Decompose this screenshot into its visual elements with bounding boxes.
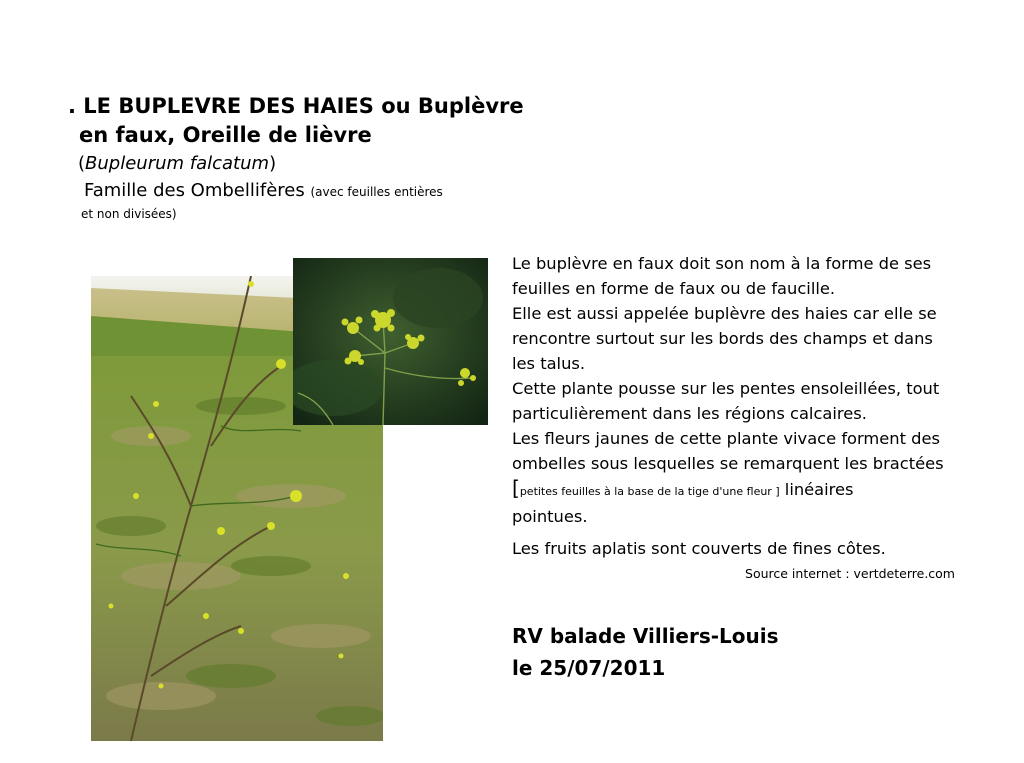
meeting-info bbox=[512, 620, 779, 684]
source-credit: Source internet : vertdeterre.com bbox=[745, 566, 955, 581]
meeting-place: RV balade Villiers-Louis bbox=[512, 624, 779, 648]
description-line: Cette plante pousse sur les pentes ensoleillées, tout bbox=[512, 379, 940, 398]
title-block bbox=[68, 92, 524, 223]
family-note-continued: et non divisées) bbox=[81, 207, 177, 221]
scientific-name: Bupleurum falcatum bbox=[85, 153, 270, 174]
family-name: Famille des Ombellifères bbox=[84, 180, 305, 201]
paren-open: ( bbox=[78, 153, 86, 174]
description-line: les talus. bbox=[512, 354, 586, 373]
description-line: pointues. bbox=[512, 507, 588, 526]
flower-closeup-photo bbox=[293, 258, 488, 425]
description-line: ombelles sous lesquelles se remarquent les bractées bbox=[512, 454, 944, 473]
scientific-name-line bbox=[78, 150, 488, 178]
fruits-line: Les fruits aplatis sont couverts de fines côtes. bbox=[512, 539, 886, 558]
description-line: particulièrement dans les régions calcaires. bbox=[512, 404, 867, 423]
description-line: rencontre surtout sur les bords des champs et dans bbox=[512, 329, 933, 348]
title-line-2: en faux, Oreille de lièvre bbox=[79, 123, 372, 147]
bracket-note: petites feuilles à la base de la tige d'une fleur ] bbox=[519, 485, 780, 498]
bracteole-line bbox=[512, 476, 972, 504]
meeting-date: le 25/07/2011 bbox=[512, 656, 666, 680]
description-line: Elle est aussi appelée buplèvre des haies car elle se bbox=[512, 304, 937, 323]
title-line-1: . LE BUPLEVRE DES HAIES ou Buplèvre bbox=[68, 94, 524, 118]
description bbox=[512, 251, 972, 561]
description-line: Le buplèvre en faux doit son nom à la forme de ses bbox=[512, 254, 932, 273]
description-line: Les fleurs jaunes de cette plante vivace forment des bbox=[512, 429, 941, 448]
bracket-open: [ bbox=[512, 476, 520, 500]
family-line bbox=[84, 178, 488, 205]
paren-close: ) bbox=[269, 153, 277, 174]
description-line: feuilles en forme de faux ou de faucille. bbox=[512, 279, 836, 298]
bracket-after: linéaires bbox=[779, 480, 854, 499]
family-note: (avec feuilles entières bbox=[310, 185, 443, 199]
